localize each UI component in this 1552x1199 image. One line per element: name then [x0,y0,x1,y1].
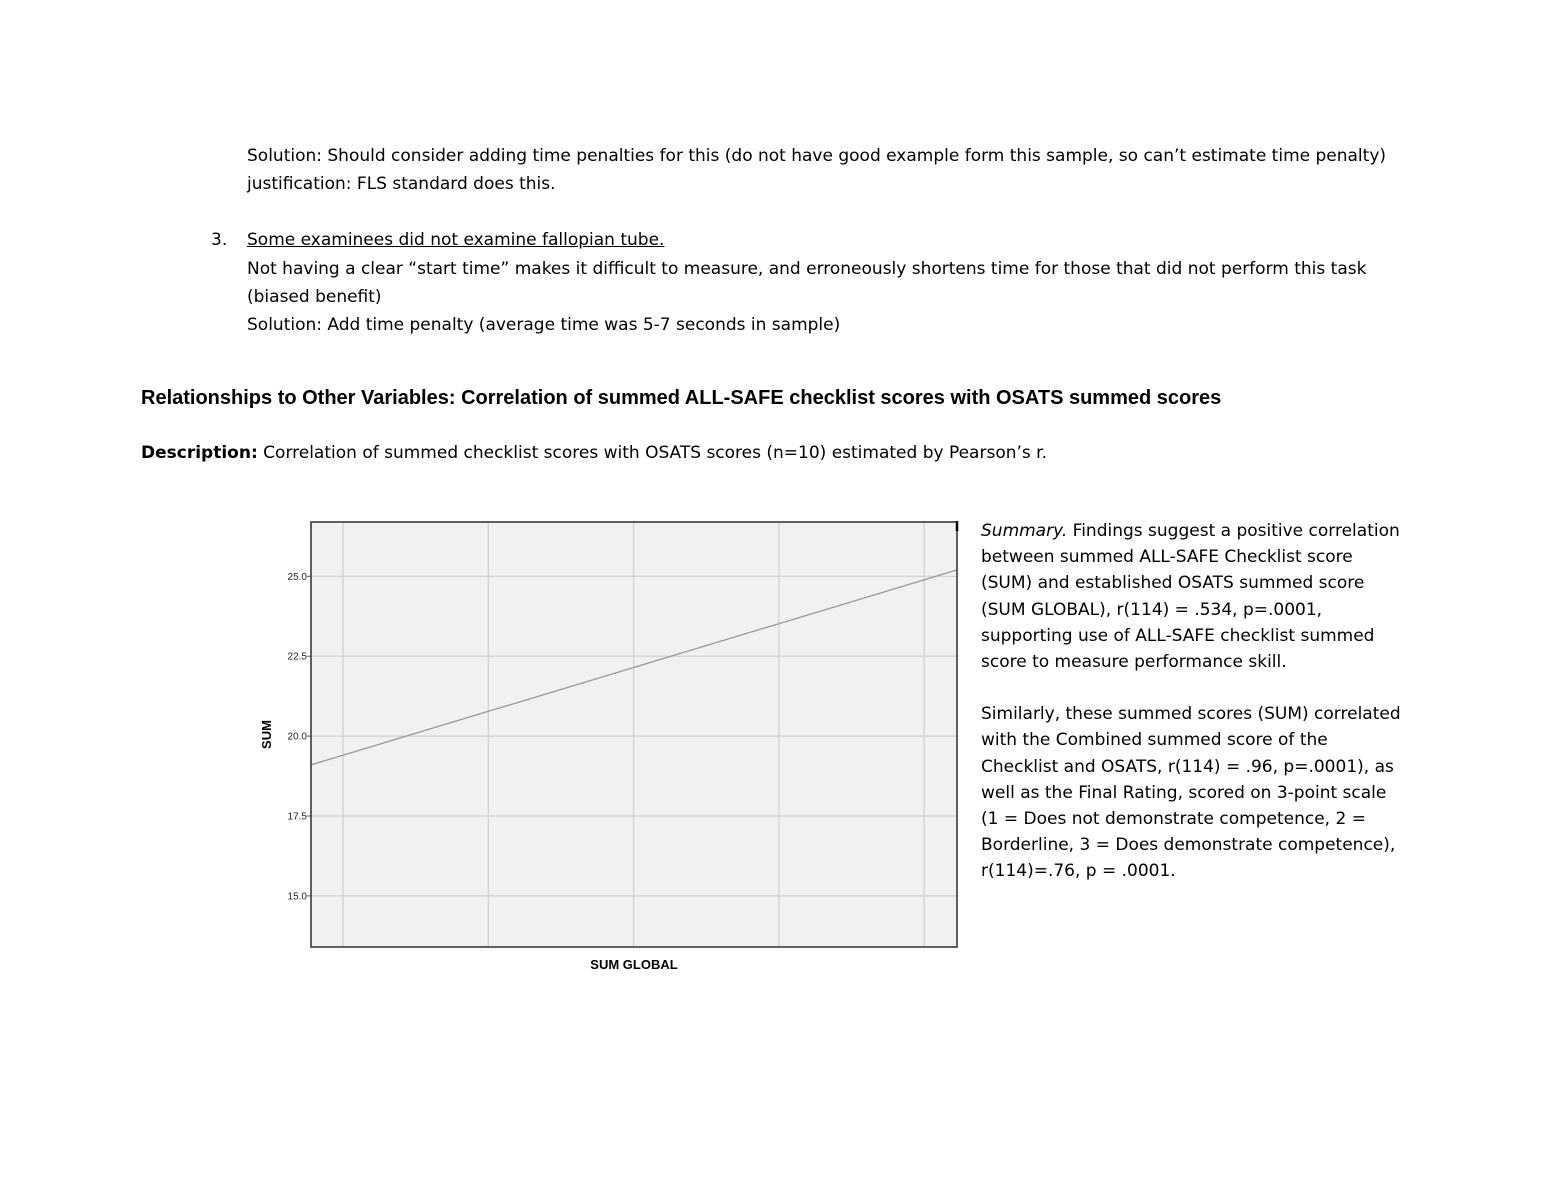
description-label: Description: [141,443,258,463]
summary-p1-text: Findings suggest a positive correlation between summed ALL-SAFE Checklist score (SUM) and established OSATS summed score (SUM GLOBAL), r(114) = .534, p=.0001, supporting use of ALL-SAFE checklist summed score to measure performance skill. [981,521,1400,673]
list-item-line-1: Not having a clear “start time” makes it difficult to measure, and erroneously shortens time for those that did not perform this task [247,259,1367,279]
description-text: Correlation of summed checklist scores with OSATS scores (n=10) estimated by Pearson’s r. [257,443,1047,463]
y-tick-label: 17.5 [287,811,307,823]
y-axis-label: SUM [259,720,274,749]
justification-line: justification: FLS standard does this. [247,174,556,194]
y-tick-label: 15.0 [287,891,307,903]
y-tick-label: 25.0 [287,571,307,583]
y-tick-label: 20.0 [287,731,307,743]
y-tick-label: 22.5 [287,651,307,663]
summary-text [981,518,1401,885]
section-heading: Relationships to Other Variables: Correlation of summed ALL-SAFE checklist scores with OSATS summed scores [141,387,1222,409]
summary-paragraph-2: Similarly, these summed scores (SUM) correlated with the Combined summed score of the Checklist and OSATS, r(114) = .96, p=.0001), as well as the Final Rating, scored on 3-point scale (1 = Does not demonstrate competence, 2 = Borderline, 3 = Does demonstrate competence), r(114)=.76, p = .0001. [981,704,1401,882]
solution-line-1: Solution: Should consider adding time penalties for this (do not have good example form this sample, so can’t estimate time penalty) [247,146,1387,166]
list-item-title: Some examinees did not examine fallopian tube. [247,230,665,250]
summary-paragraph-1 [981,518,1401,675]
list-item-line-2: (biased benefit) [247,287,382,307]
x-axis-label: SUM GLOBAL [590,957,678,972]
list-number: 3. [211,230,228,250]
list-item-solution: Solution: Add time penalty (average time was 5-7 seconds in sample) [247,315,841,335]
summary-lead: Summary. [981,521,1068,541]
